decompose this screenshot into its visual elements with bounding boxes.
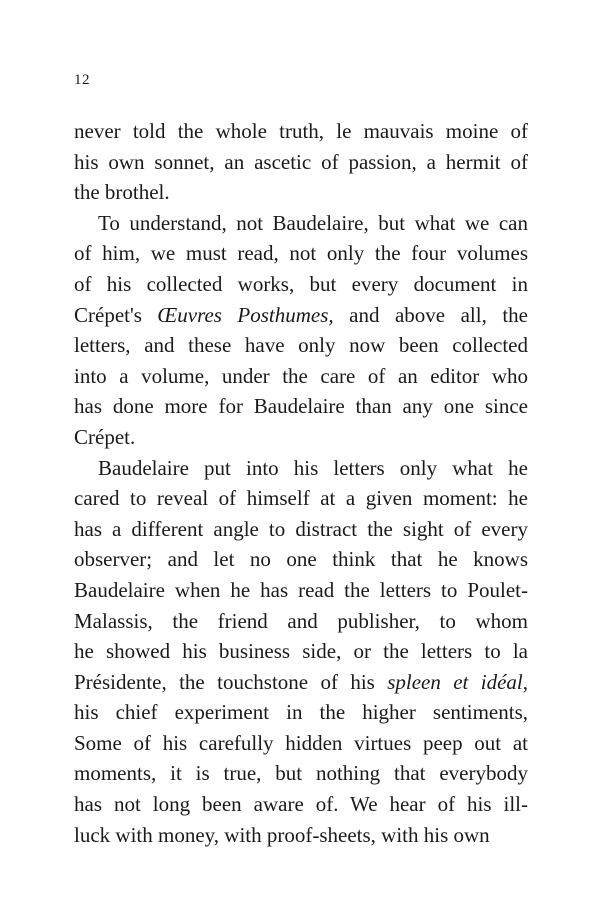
text-run: his own sonnet, an ascetic of passion, a hermit of	[74, 149, 528, 174]
text-run: Baudelaire put into his letters only what he	[98, 455, 528, 480]
text-line	[74, 758, 528, 789]
text-run: has a different angle to distract the sight of every	[74, 516, 528, 541]
page-number: 12	[74, 72, 90, 88]
text-run: has not long been aware of. We hear of his ill-	[74, 792, 528, 817]
text-line	[74, 514, 528, 545]
text-run: Baudelaire when he has read the letters to Poulet-	[74, 577, 528, 602]
text-run: moments, it is true, but nothing that everybody	[74, 761, 528, 786]
text-run: Crépet.	[74, 424, 136, 449]
text-run: his chief experiment in the higher sentiments,	[74, 700, 528, 725]
text-run: Crépet's	[74, 302, 158, 327]
text-line	[74, 453, 528, 484]
text-line	[74, 300, 528, 331]
text-line	[74, 361, 528, 392]
text-line	[74, 116, 528, 147]
text-line	[74, 606, 528, 637]
text-line	[74, 483, 528, 514]
text-run: observer; and let no one think that he knows	[74, 547, 528, 572]
text-run: Malassis, the friend and publisher, to whom	[74, 608, 528, 633]
text-line	[74, 238, 528, 269]
text-run: never told the whole truth, le mauvais moine of	[74, 119, 528, 143]
text-run: the brothel.	[74, 180, 170, 205]
paragraph	[74, 453, 528, 851]
text-run: into a volume, under the care of an editor who	[74, 363, 528, 388]
text-run: of him, we must read, not only the four volumes	[74, 241, 528, 266]
text-run: Some of his carefully hidden virtues peep out at	[74, 730, 528, 755]
text-run: luck with money, with proof-sheets, with his own	[74, 822, 490, 847]
text-run: he showed his business side, or the letters to la	[74, 639, 528, 664]
text-line	[74, 147, 528, 178]
text-line	[74, 728, 528, 759]
text-run: letters, and these have only now been collected	[74, 333, 528, 358]
text-run: and above all, the	[333, 302, 528, 327]
text-line	[74, 544, 528, 575]
text-line	[74, 330, 528, 361]
text-run: cared to reveal of himself at a given moment: he	[74, 486, 528, 511]
text-line	[74, 422, 528, 453]
body-text	[74, 116, 528, 850]
text-run: Présidente, the touchstone of his	[74, 669, 388, 694]
text-line	[74, 636, 528, 667]
text-line	[74, 391, 528, 422]
text-line	[74, 667, 528, 698]
italic-text: spleen et idéal	[387, 669, 523, 694]
text-line	[74, 789, 528, 820]
text-line	[74, 697, 528, 728]
text-line	[74, 177, 528, 208]
text-line	[74, 269, 528, 300]
text-run: of his collected works, but every document in	[74, 271, 528, 296]
text-run: has done more for Baudelaire than any one since	[74, 394, 528, 419]
text-run: To understand, not Baudelaire, but what we can	[98, 210, 528, 235]
text-run: ,	[522, 669, 528, 694]
paragraph	[74, 208, 528, 453]
text-line	[74, 820, 528, 851]
text-line	[74, 575, 528, 606]
text-line	[74, 208, 528, 239]
paragraph	[74, 116, 528, 208]
italic-text: Œuvres Posthumes,	[157, 302, 334, 327]
